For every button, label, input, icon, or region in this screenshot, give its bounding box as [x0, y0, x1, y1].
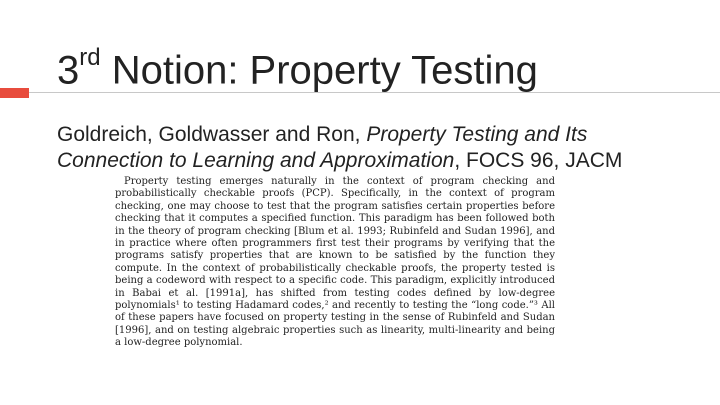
citation — [57, 122, 697, 174]
citation-venue: , FOCS 96, JACM — [454, 149, 623, 172]
excerpt-paragraph: Property testing emerges naturally in the context of program checking and probabilistically checkable proofs (PCP). Specifically, in the context of program checking, one may choose to test that the program satisfies certain properties before checking that it computes a specified function. This paradigm has been followed both in the theory of program checking [Blum et al. 1993; Rubinfeld and Sudan 1996], and in practice where often programmers first test their programs by verifying that the programs satisfy properties that are known to be satisfied by the function they compute. In the context of probabilistically checkable proofs, the property tested is being a codeword with respect to a specific code. This paradigm, explicitly introduced in Babai et al. [1991a], has shifted from testing codes defined by low-degree polynomials¹ to testing Hadamard codes,² and recently to testing the “long code.”³ All of these papers have focused on property testing in the sense of Rubinfeld and Sudan [1996], and on testing algebraic properties such as linearity, multi-linearity and being a low-degree polynomial. — [115, 176, 555, 349]
title-text: Notion: Property Testing — [100, 48, 538, 93]
citation-paper-title: Property Testing and Its Connection to Learning and Approximation — [57, 123, 588, 172]
title-accent-bar — [0, 88, 29, 98]
slide-title — [57, 38, 538, 94]
paper-excerpt-image — [115, 176, 555, 394]
title-ordinal-number: 3 — [57, 48, 80, 93]
citation-authors: Goldreich, Goldwasser and Ron, — [57, 123, 367, 146]
title-ordinal-suffix: rd — [79, 44, 101, 71]
